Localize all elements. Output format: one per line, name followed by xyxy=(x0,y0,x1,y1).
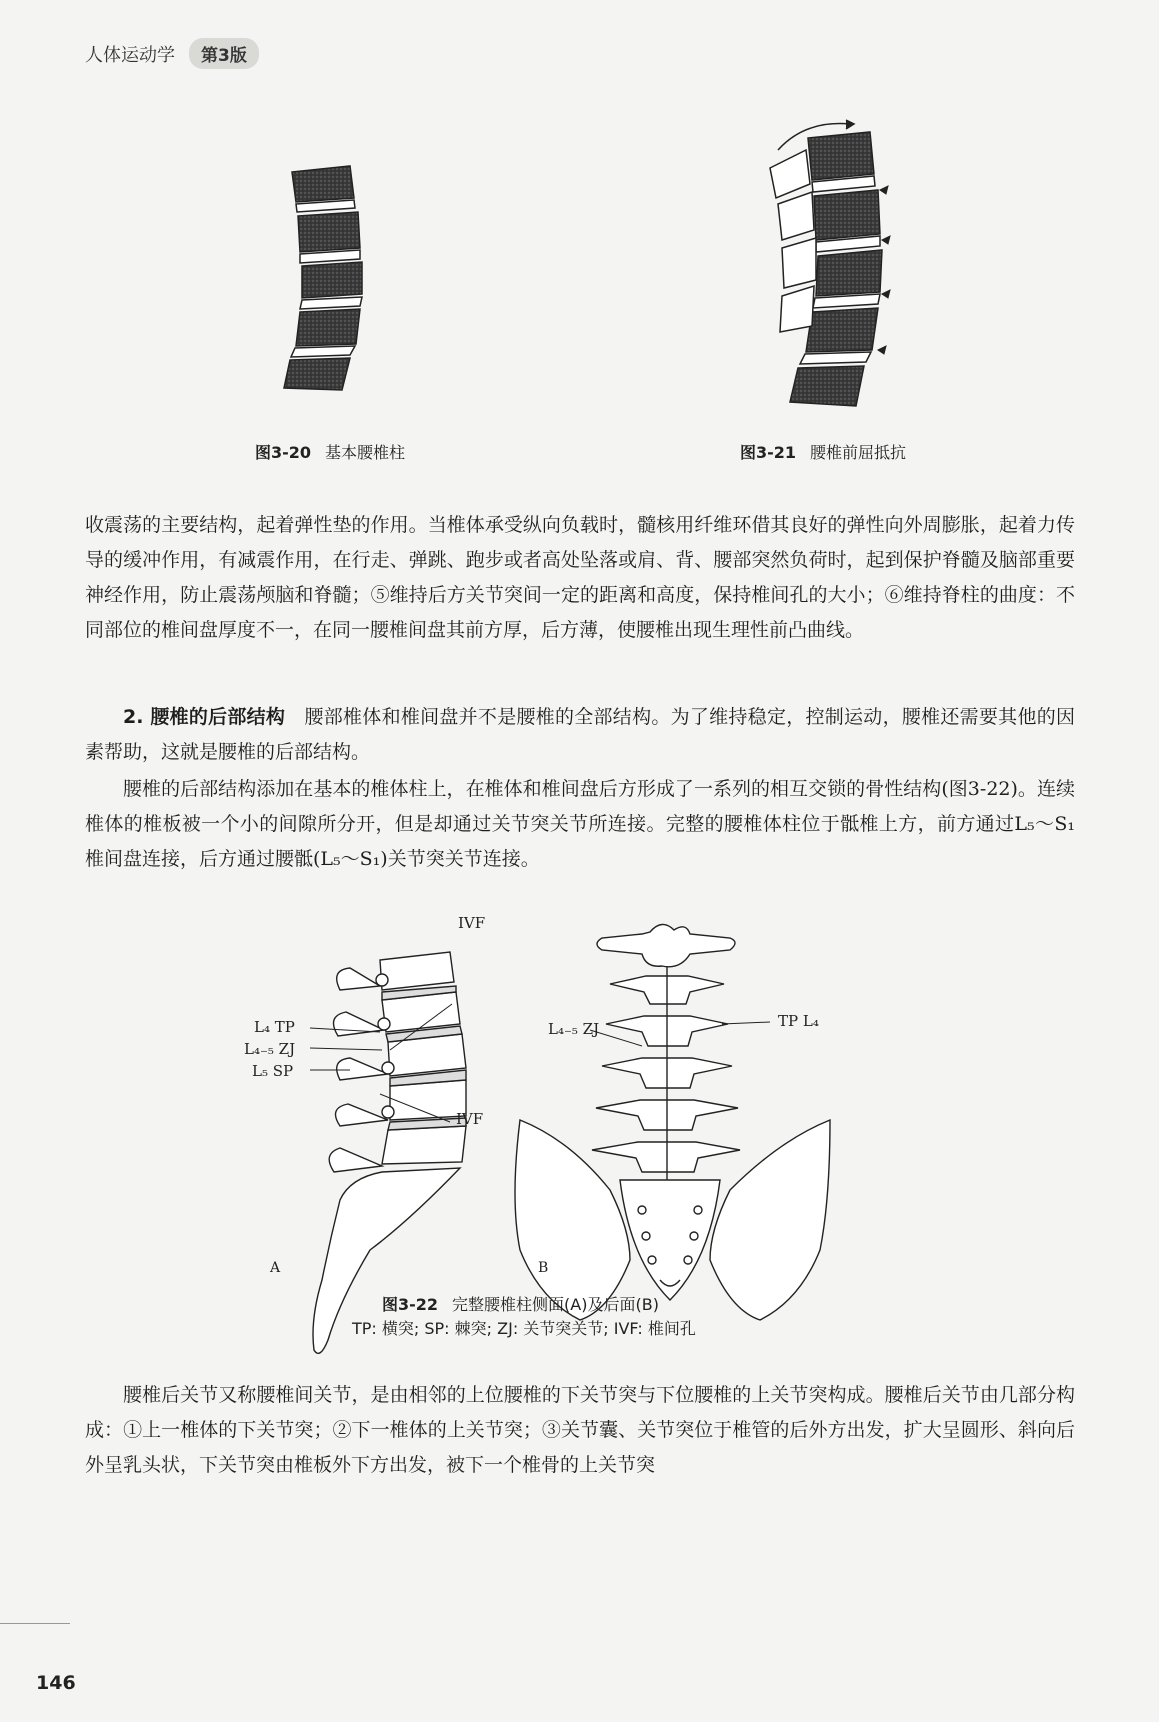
figure-caption-text: 腰椎前屈抵抗 xyxy=(810,443,907,462)
book-title: 人体运动学 xyxy=(85,44,175,66)
basic-lumbar-column-illustration xyxy=(280,160,400,400)
section-heading: 2. 腰椎的后部结构 xyxy=(123,706,286,728)
body-paragraph-3 xyxy=(85,772,1075,877)
figure-caption-text: 完整腰椎柱侧面(A)及后面(B) xyxy=(452,1295,659,1314)
label-l5-sp: L₅ SP xyxy=(252,1062,294,1080)
panel-label-a: A xyxy=(270,1260,281,1276)
figure-3-22-caption xyxy=(382,1292,659,1315)
body-paragraph-1: 收震荡的主要结构，起着弹性垫的作用。当椎体承受纵向负载时，髓核用纤维环借其良好的弹性向外周膨胀，起着力传导的缓冲作用，有减震作用，在行走、弹跳、跑步或者高处坠落或肩、背、腰部突然负荷时，起到保护脊髓及脑部重要神经作用，防止震荡颅脑和脊髓；⑤维持后方关节突间一定的距离和高度，保持椎间孔的大小；⑥维持脊柱的曲度：不同部位的椎间盘厚度不一，在同一腰椎间盘其前方厚，后方薄，使腰椎出现生理性前凸曲线。 xyxy=(85,514,1075,641)
label-ivf-top: IVF xyxy=(458,914,486,932)
lumbar-flexion-illustration xyxy=(760,110,940,430)
figure-3-20 xyxy=(280,160,400,400)
figure-number: 图3-20 xyxy=(255,443,312,462)
figure-caption-text: 基本腰椎柱 xyxy=(325,443,406,462)
running-header xyxy=(85,38,259,69)
paragraph-text: 腰椎的后部结构添加在基本的椎体柱上，在椎体和椎间盘后方形成了一系列的相互交锁的骨性结构(图3-22)。连续椎体的椎板被一个小的间隙所分开，但是却通过关节突关节所连接。完整的腰椎体柱位于骶椎上方，前方通过L₅～S₁椎间盘连接，后方通过腰骶(L₅～S₁)关节突关节连接。 xyxy=(85,778,1075,870)
figure-number: 图3-22 xyxy=(382,1295,439,1314)
paragraph-text: 腰部椎体和椎间盘并不是腰椎的全部结构。为了维持稳定，控制运动，腰椎还需要其他的因素帮助，这就是腰椎的后部结构。 xyxy=(85,706,1075,763)
figure-3-22-legend: TP: 横突; SP: 棘突; ZJ: 关节突关节; IVF: 椎间孔 xyxy=(352,1319,696,1338)
figure-3-20-caption xyxy=(255,440,405,463)
figure-3-21-caption xyxy=(740,440,906,463)
edition-badge: 第3版 xyxy=(189,38,259,69)
posterior-view xyxy=(515,924,830,1320)
figure-3-21 xyxy=(760,110,940,430)
panel-label-b: B xyxy=(538,1260,549,1276)
figure-number: 图3-21 xyxy=(740,443,797,462)
label-ivf-bottom: IVF xyxy=(456,1110,484,1128)
label-l45-zj-left: L₄₋₅ ZJ xyxy=(244,1040,296,1058)
label-l4-tp: L₄ TP xyxy=(254,1018,295,1036)
paragraph-text: 腰椎后关节又称腰椎间关节，是由相邻的上位腰椎的下关节突与下位腰椎的上关节突构成。腰椎后关节由几部分构成：①上一椎体的下关节突；②下一椎体的上关节突；③关节囊、关节突位于椎管的后外方出发，扩大呈圆形、斜向后外呈乳头状，下关节突由椎板外下方出发，被下一个椎骨的上关节突 xyxy=(85,1384,1075,1476)
page-number: 146 xyxy=(36,1672,76,1694)
label-tp-l4: TP L₄ xyxy=(778,1012,819,1030)
label-l45-zj-right: L₄₋₅ ZJ xyxy=(548,1020,600,1038)
body-paragraph-4 xyxy=(85,1378,1075,1483)
body-paragraph-2 xyxy=(85,700,1075,770)
footer-rule xyxy=(0,1623,70,1624)
